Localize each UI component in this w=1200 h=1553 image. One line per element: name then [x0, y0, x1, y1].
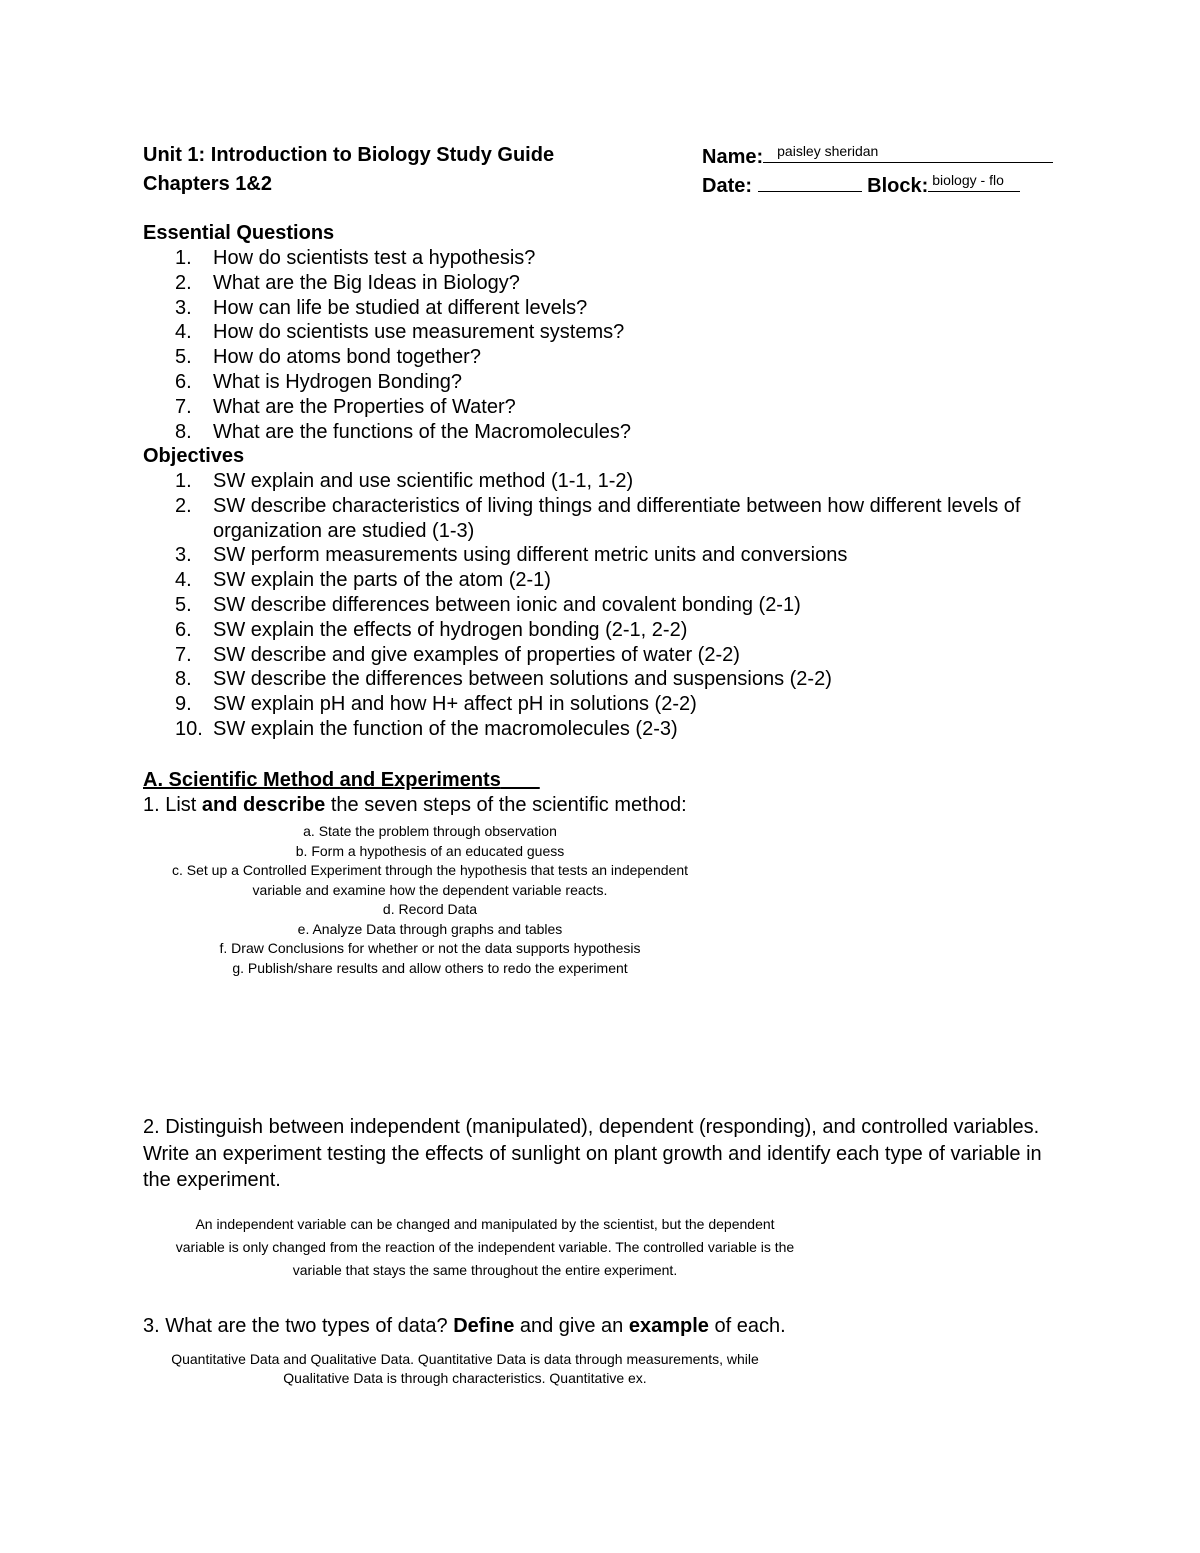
list-item-number: 2.: [175, 494, 192, 517]
block-value: biology - flo: [932, 172, 1004, 188]
answer-line: a. State the problem through observation: [303, 823, 557, 839]
list-item-text: SW perform measurements using different metric units and conversions: [213, 544, 848, 567]
answer-line: d. Record Data: [382, 901, 478, 917]
q3-prefix: 3. What are the two types of data?: [143, 1315, 454, 1337]
list-item-number: 1.: [175, 470, 192, 492]
objectives-list: [143, 469, 1073, 742]
list-item-number: 5.: [175, 593, 192, 616]
list-item: [143, 345, 631, 370]
q1-prefix: 1. List: [143, 794, 202, 816]
name-field[interactable]: [763, 144, 1053, 163]
list-item: [143, 296, 631, 321]
list-item-text: SW describe characteristics of living things and differentiate between how different levels of organization are studied (1-3): [213, 494, 1021, 542]
answer-line: b. Form a hypothesis of an educated guess: [295, 842, 565, 859]
question-3: [143, 1315, 786, 1338]
q3-bold-example: example: [628, 1315, 709, 1337]
q2-answer-block: [0, 1213, 970, 1282]
q1-bold: and describe: [201, 794, 326, 816]
date-field[interactable]: [758, 173, 862, 192]
answer-line: Qualitative Data is through characteristics. Quantitative ex.: [283, 1370, 647, 1386]
list-item-number: 3.: [175, 296, 192, 319]
q3-mid: and give an: [514, 1315, 629, 1337]
name-row: [702, 144, 1053, 169]
name-value: paisley sheridan: [777, 143, 879, 159]
list-item: [143, 246, 631, 271]
list-item-number: 4.: [175, 321, 192, 344]
list-item-text: How do atoms bond together?: [213, 346, 481, 369]
name-label: Name:: [702, 146, 764, 168]
essential-questions-heading: Essential Questions: [143, 222, 335, 244]
list-item-text: What are the functions of the Macromolecules?: [213, 420, 631, 443]
q1-suffix: the seven steps of the scientific method:: [325, 794, 687, 816]
list-item-text: SW explain and use scientific method (1-1, 1-2): [213, 470, 634, 492]
list-item: [143, 370, 631, 395]
list-item-number: 7.: [175, 643, 192, 666]
answer-line: c. Set up a Controlled Experiment through the hypothesis that tests an independent: [172, 862, 688, 878]
essential-questions-list: [143, 246, 631, 444]
list-item: [143, 420, 631, 445]
list-item-number: 4.: [175, 569, 192, 592]
q3-suffix: of each.: [708, 1315, 786, 1337]
list-item-text: SW explain the parts of the atom (2-1): [213, 569, 551, 592]
list-item-number: 6.: [175, 618, 192, 641]
list-item-number: 7.: [175, 395, 192, 418]
list-item-text: SW describe and give examples of properties of water (2-2): [213, 643, 740, 666]
list-item: [143, 469, 1073, 494]
list-item-number: 5.: [175, 346, 192, 369]
answer-line: f. Draw Conclusions for whether or not the data supports hypothesis: [219, 940, 641, 956]
q3-answer-block: [0, 1350, 930, 1388]
answer-line: Quantitative Data and Qualitative Data. Quantitative Data is data through measurements, while: [171, 1351, 759, 1367]
list-item-number: 8.: [175, 668, 192, 691]
chapters-subtitle: Chapters 1&2: [143, 173, 272, 195]
list-item: [143, 395, 631, 420]
page-title: Unit 1: Introduction to Biology Study Guide: [143, 144, 555, 166]
list-item: [143, 494, 1073, 544]
answer-line: An independent variable can be changed and manipulated by the scientist, but the dependent: [195, 1216, 775, 1232]
answer-line: variable is only changed from the reaction of the independent variable. The controlled variable is the: [175, 1239, 795, 1255]
list-item-number: 10.: [175, 717, 203, 740]
list-item-text: How do scientists use measurement systems?: [213, 321, 625, 344]
list-item-number: 2.: [175, 271, 192, 294]
answer-line: variable that stays the same throughout the entire experiment.: [292, 1262, 678, 1278]
q3-bold-define: Define: [453, 1315, 515, 1337]
question-1: [143, 794, 687, 817]
list-item-text: SW describe the differences between solutions and suspensions (2-2): [213, 668, 832, 691]
answer-line: g. Publish/share results and allow others to redo the experiment: [232, 959, 628, 976]
block-label: Block:: [867, 175, 929, 197]
answer-line: variable and examine how the dependent variable reacts.: [252, 881, 608, 898]
list-item-number: 6.: [175, 370, 192, 393]
list-item-text: What are the Properties of Water?: [213, 395, 516, 418]
list-item: [143, 667, 1073, 692]
date-label: Date:: [702, 175, 753, 197]
list-item-text: What is Hydrogen Bonding?: [213, 370, 463, 393]
list-item: [143, 717, 1073, 742]
objectives-heading: Objectives: [143, 445, 245, 467]
list-item-text: How can life be studied at different levels?: [213, 296, 588, 319]
list-item: [143, 271, 631, 296]
list-item: [143, 692, 1073, 717]
list-item: [143, 320, 631, 345]
block-field[interactable]: [928, 173, 1020, 192]
list-item-number: 3.: [175, 544, 192, 567]
list-item-text: SW explain pH and how H+ affect pH in solutions (2-2): [213, 693, 697, 716]
list-item-text: SW explain the effects of hydrogen bonding (2-1, 2-2): [213, 618, 688, 641]
q1-answer-block: [0, 822, 860, 978]
list-item-number: 8.: [175, 420, 192, 443]
list-item-number: 9.: [175, 693, 192, 716]
section-a-title-text: A. Scientific Method and Experiments: [143, 769, 501, 791]
list-item-number: 1.: [175, 247, 192, 269]
date-block-row: [702, 173, 1020, 198]
list-item: [143, 643, 1073, 668]
list-item: [143, 568, 1073, 593]
list-item: [143, 593, 1073, 618]
list-item-text: What are the Big Ideas in Biology?: [213, 271, 520, 294]
section-a-title: [143, 769, 540, 792]
list-item: [143, 543, 1073, 568]
question-2: 2. Distinguish between independent (manipulated), dependent (responding), and controlled variables. Write an experiment testing the effects of sunlight on plant growth and identify each type of variable in the experiment.: [143, 1116, 1042, 1191]
answer-line: e. Analyze Data through graphs and tables: [297, 920, 563, 937]
list-item-text: SW explain the function of the macromolecules (2-3): [213, 717, 678, 740]
list-item-text: How do scientists test a hypothesis?: [213, 247, 536, 269]
list-item: [143, 618, 1073, 643]
list-item-text: SW describe differences between ionic and covalent bonding (2-1): [213, 593, 801, 616]
